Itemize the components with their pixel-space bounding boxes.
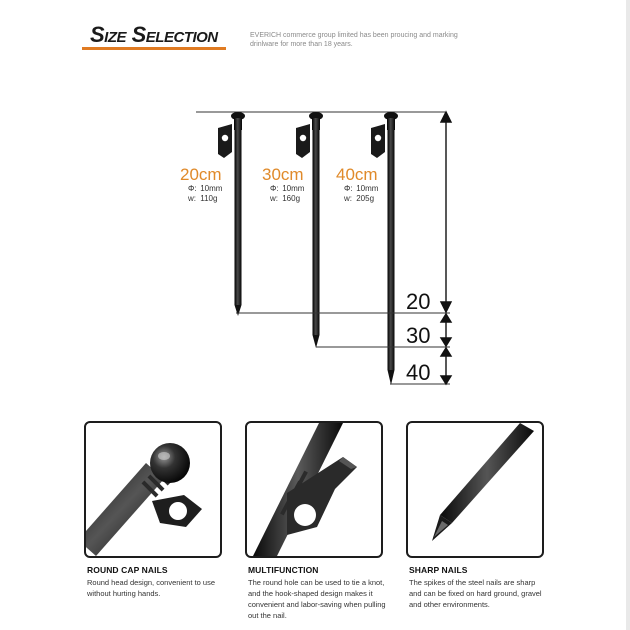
round-cap-closeup-icon <box>86 423 220 556</box>
dimension-label-30: 30 <box>406 323 431 348</box>
section-title: Size Selection <box>90 22 218 47</box>
multifunction-text: The round hole can be used to tie a knot, and the hook-shaped design makes it convenient and labor-saving when pulling out the nail. <box>248 578 386 620</box>
dimension-label-40: 40 <box>406 360 431 385</box>
header-description: EVERICH commerce group limited has been proucing and marking drinlware for more than 18 years. <box>250 32 458 48</box>
nail-20cm <box>218 112 245 316</box>
sharp-nails-title: SHARP NAILS <box>409 565 468 575</box>
round-cap-title: ROUND CAP NAILS <box>87 565 168 575</box>
sharp-nails-text: The spikes of the steel nails are sharp and can be fixed on hard ground, gravel and other environments. <box>409 578 542 609</box>
nail-40cm <box>371 112 398 385</box>
multifunction-card <box>245 421 383 558</box>
multifunction-title: MULTIFUNCTION <box>248 565 319 575</box>
spec-40cm: 40cm Φ: 10mm w: 205g <box>336 165 379 203</box>
round-cap-card <box>84 421 222 558</box>
spec-30cm: 30cm Φ: 10mm w: 160g <box>262 165 305 203</box>
sharp-tip-closeup-icon <box>408 423 542 556</box>
sharp-nails-card <box>406 421 544 558</box>
round-cap-text: Round head design, convenient to use without hurting hands. <box>87 578 216 598</box>
hook-closeup-icon <box>247 423 381 556</box>
dimension-label-20: 20 <box>406 289 431 314</box>
spec-20cm: 20cm Φ: 10mm w: 110g <box>180 165 223 203</box>
